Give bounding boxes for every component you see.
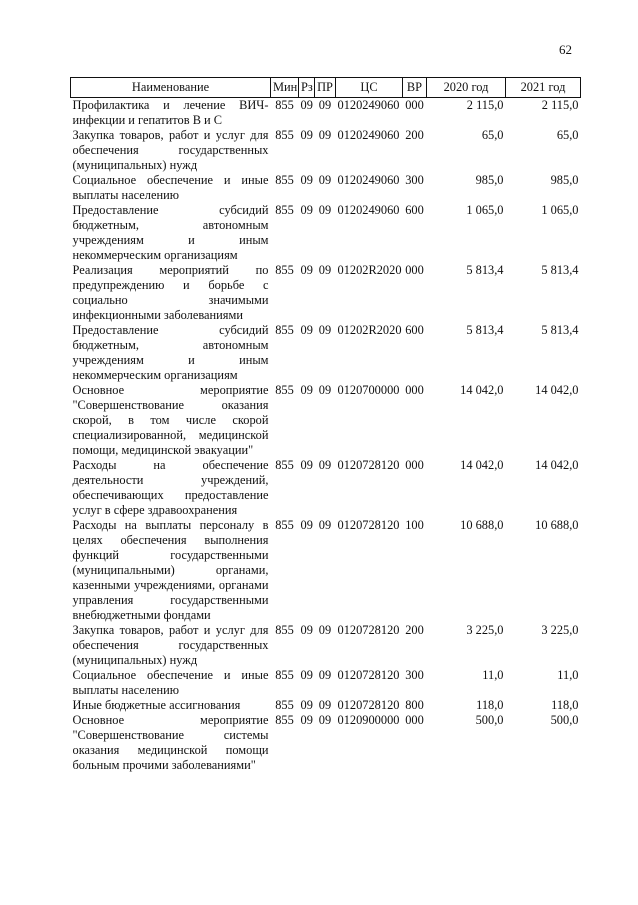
row-pr: 09 — [318, 203, 332, 217]
row-vr: 600 — [405, 323, 424, 337]
row-2021: 10 688,0 — [535, 518, 579, 532]
table-row — [71, 518, 581, 623]
row-min: 855 — [275, 128, 294, 142]
row-rz: 09 — [300, 623, 313, 637]
row-cs: 0120900000 — [337, 713, 400, 727]
row-2021: 118,0 — [551, 698, 579, 712]
row-vr: 000 — [405, 713, 424, 727]
row-vr: 000 — [405, 263, 424, 277]
row-name: Профилактика и лечение ВИЧ-инфекции и гепатитов В и С — [72, 98, 269, 127]
row-2021: 65,0 — [556, 128, 579, 142]
row-pr: 09 — [318, 713, 332, 727]
row-name: Социальное обеспечение и иные выплаты населению — [72, 173, 269, 202]
row-pr: 09 — [318, 173, 332, 187]
row-min: 855 — [275, 698, 294, 712]
row-min: 855 — [275, 173, 294, 187]
row-2020: 10 688,0 — [460, 518, 504, 532]
row-cs: 0120728120 — [337, 623, 400, 637]
row-vr: 600 — [405, 203, 424, 217]
row-2020: 11,0 — [482, 668, 504, 682]
row-pr: 09 — [318, 128, 332, 142]
row-rz: 09 — [300, 98, 313, 112]
row-pr: 09 — [318, 383, 332, 397]
row-name: Социальное обеспечение и иные выплаты населению — [72, 668, 269, 697]
header-cs: ЦС — [336, 78, 403, 98]
table-row — [71, 698, 581, 713]
row-2021: 5 813,4 — [541, 263, 579, 277]
row-name: Закупка товаров, работ и услуг для обеспечения государственных (муниципальных) нужд — [72, 623, 269, 667]
row-cs: 0120728120 — [337, 698, 400, 712]
row-rz: 09 — [300, 323, 313, 337]
row-name: Предоставление субсидий бюджетным, автономным учреждениям и иным некоммерческим организациям — [72, 323, 269, 382]
row-vr: 200 — [405, 128, 424, 142]
row-name: Иные бюджетные ассигнования — [72, 698, 241, 712]
row-2021: 3 225,0 — [541, 623, 579, 637]
row-name: Закупка товаров, работ и услуг для обеспечения государственных (муниципальных) нужд — [72, 128, 269, 172]
row-rz: 09 — [300, 173, 313, 187]
row-min: 855 — [275, 203, 294, 217]
row-vr: 000 — [405, 383, 424, 397]
row-2020: 14 042,0 — [460, 383, 504, 397]
row-rz: 09 — [300, 203, 313, 217]
table-row — [71, 263, 581, 323]
header-rz: Рз — [299, 78, 315, 98]
row-cs: 0120700000 — [337, 383, 400, 397]
row-pr: 09 — [318, 623, 332, 637]
table-row — [71, 668, 581, 698]
row-pr: 09 — [318, 518, 332, 532]
row-rz: 09 — [300, 518, 313, 532]
row-pr: 09 — [318, 458, 332, 472]
row-2021: 14 042,0 — [535, 383, 579, 397]
row-cs: 01202R2020 — [337, 323, 402, 337]
row-min: 855 — [275, 323, 294, 337]
table-row — [71, 623, 581, 668]
row-2020: 65,0 — [481, 128, 504, 142]
table-row — [71, 458, 581, 518]
row-rz: 09 — [300, 668, 313, 682]
row-pr: 09 — [318, 698, 332, 712]
row-rz: 09 — [300, 698, 313, 712]
row-2021: 5 813,4 — [541, 323, 579, 337]
row-cs: 0120249060 — [337, 98, 400, 112]
table-row — [71, 173, 581, 203]
row-pr: 09 — [318, 668, 332, 682]
row-cs: 0120249060 — [337, 128, 400, 142]
row-min: 855 — [275, 623, 294, 637]
row-name: Реализация мероприятий по предупреждению и борьбе с социально значимыми инфекционными заболеваниями — [72, 263, 269, 322]
row-2020: 500,0 — [475, 713, 504, 727]
row-vr: 300 — [405, 173, 424, 187]
row-min: 855 — [275, 263, 294, 277]
row-cs: 0120728120 — [337, 458, 400, 472]
row-rz: 09 — [300, 128, 313, 142]
row-vr: 100 — [405, 518, 424, 532]
row-cs: 0120249060 — [337, 173, 400, 187]
row-min: 855 — [275, 668, 294, 682]
row-2021: 11,0 — [557, 668, 579, 682]
budget-table — [70, 77, 581, 773]
row-name: Предоставление субсидий бюджетным, автономным учреждениям и иным некоммерческим организациям — [72, 203, 269, 262]
row-min: 855 — [275, 518, 294, 532]
row-rz: 09 — [300, 458, 313, 472]
row-cs: 01202R2020 — [337, 263, 402, 277]
row-2021: 985,0 — [550, 173, 579, 187]
row-min: 855 — [275, 458, 294, 472]
row-vr: 000 — [405, 458, 424, 472]
row-2021: 500,0 — [550, 713, 579, 727]
table-row — [71, 98, 581, 129]
row-pr: 09 — [318, 98, 332, 112]
row-2020: 1 065,0 — [466, 203, 504, 217]
row-pr: 09 — [318, 323, 332, 337]
row-2020: 2 115,0 — [466, 98, 504, 112]
table-row — [71, 383, 581, 458]
table-row — [71, 128, 581, 173]
row-cs: 0120249060 — [337, 203, 400, 217]
row-2020: 5 813,4 — [466, 263, 504, 277]
header-2020: 2020 год — [427, 78, 506, 98]
table-header-row — [71, 78, 581, 98]
row-2021: 1 065,0 — [541, 203, 579, 217]
row-vr: 300 — [405, 668, 424, 682]
row-2020: 118,0 — [476, 698, 504, 712]
row-rz: 09 — [300, 263, 313, 277]
table-row — [71, 323, 581, 383]
header-min: Мин — [271, 78, 299, 98]
row-cs: 0120728120 — [337, 668, 400, 682]
row-2020: 985,0 — [475, 173, 504, 187]
table-row — [71, 203, 581, 263]
row-name: Основное мероприятие "Совершенствование оказания скорой, в том числе скорой специализированной, медицинской помощи, медицинской эвакуации" — [72, 383, 269, 457]
header-2021: 2021 год — [506, 78, 581, 98]
table-row — [71, 713, 581, 773]
header-pr: ПР — [315, 78, 336, 98]
row-rz: 09 — [300, 383, 313, 397]
row-rz: 09 — [300, 713, 313, 727]
row-min: 855 — [275, 713, 294, 727]
table-body — [71, 98, 581, 774]
header-vr: ВР — [403, 78, 427, 98]
row-2021: 14 042,0 — [535, 458, 579, 472]
row-min: 855 — [275, 383, 294, 397]
row-name: Расходы на обеспечение деятельности учреждений, обеспечивающих предоставление услуг в сфере здравоохранения — [72, 458, 269, 517]
row-vr: 000 — [405, 98, 424, 112]
row-2020: 5 813,4 — [466, 323, 504, 337]
row-vr: 800 — [405, 698, 424, 712]
row-vr: 200 — [405, 623, 424, 637]
row-name: Основное мероприятие "Совершенствование системы оказания медицинской помощи больным прочими заболеваниями" — [72, 713, 269, 772]
header-name: Наименование — [71, 78, 271, 98]
row-pr: 09 — [318, 263, 332, 277]
page-number: 62 — [559, 42, 572, 57]
row-2020: 14 042,0 — [460, 458, 504, 472]
row-2020: 3 225,0 — [466, 623, 504, 637]
row-2021: 2 115,0 — [541, 98, 579, 112]
row-min: 855 — [275, 98, 294, 112]
row-cs: 0120728120 — [337, 518, 400, 532]
row-name: Расходы на выплаты персоналу в целях обеспечения выполнения функций государственными (муниципальными) органами, казенными учреждениями, органами управления государственными внебюджетными фондами — [72, 518, 269, 622]
